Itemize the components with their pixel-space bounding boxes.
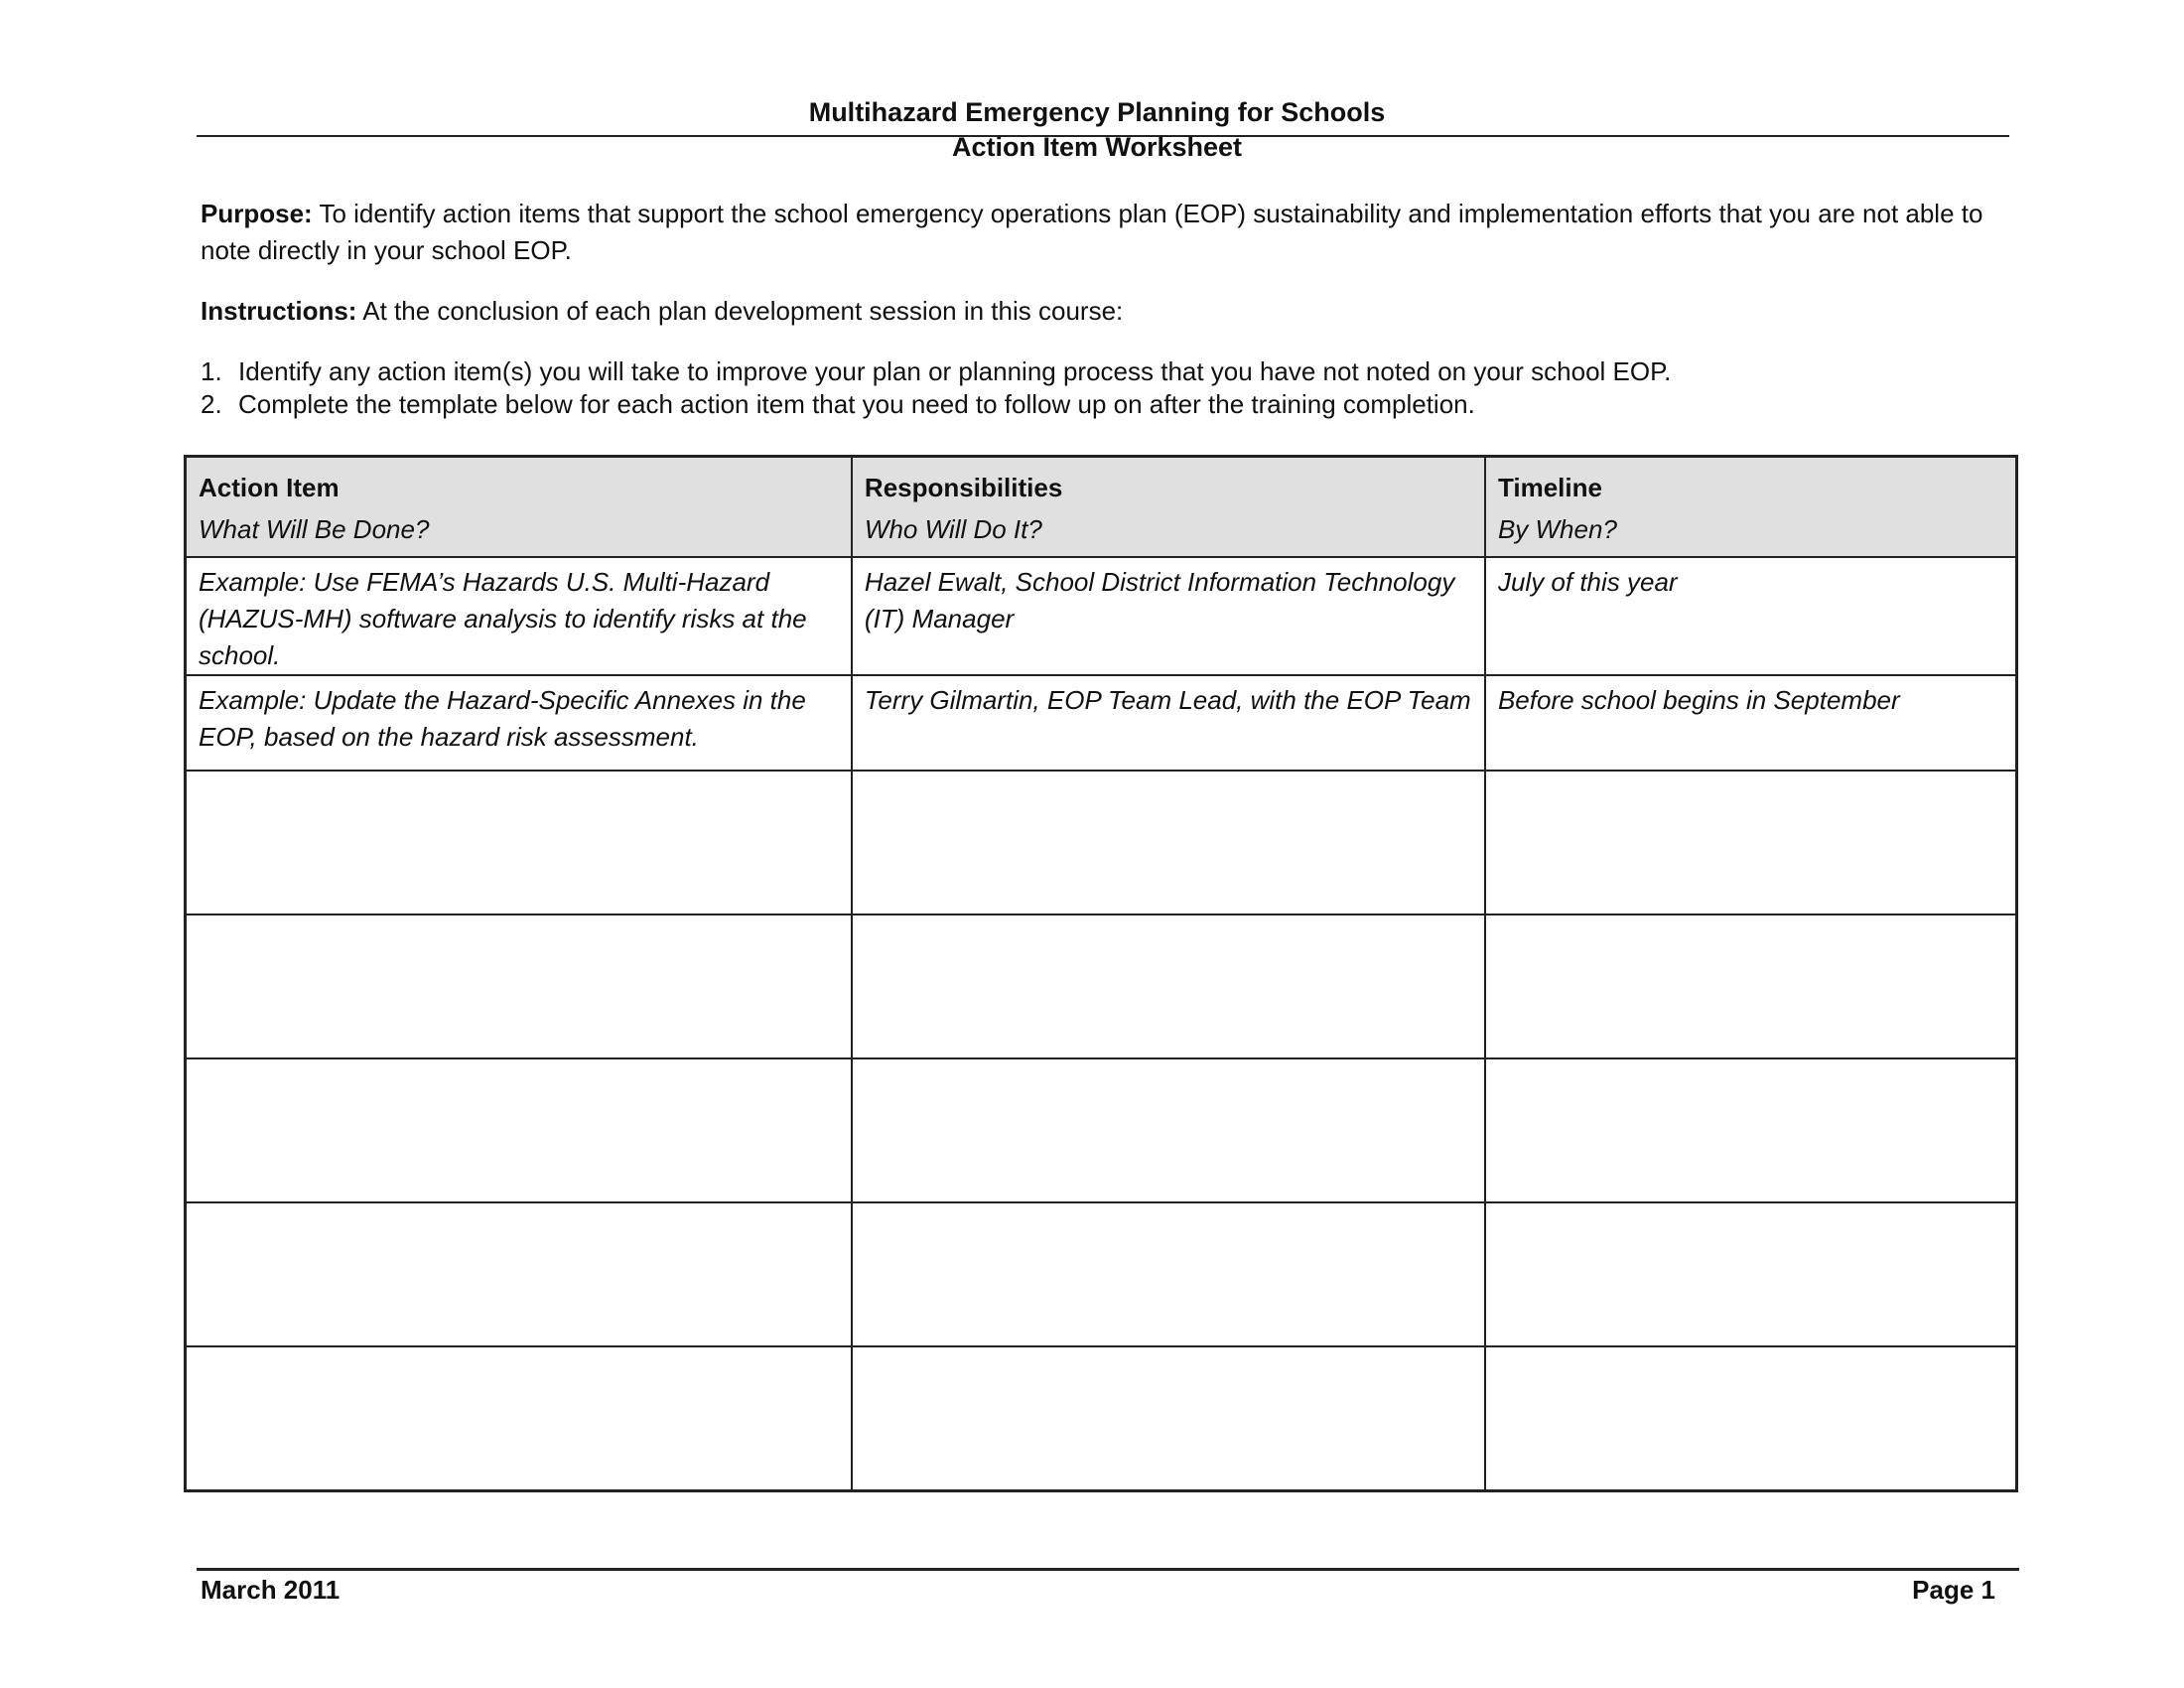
timeline-input-cell[interactable] [1485, 1202, 2017, 1346]
example-responsibility-cell: Terry Gilmartin, EOP Team Lead, with the EOP Team [852, 675, 1485, 771]
action-item-input-cell[interactable] [186, 1058, 852, 1202]
blank-row [186, 914, 2017, 1058]
instruction-step [201, 355, 1671, 388]
example-action-cell: Example: Update the Hazard-Specific Annexes in the EOP, based on the hazard risk assessment. [186, 675, 852, 771]
action-item-input-cell[interactable] [186, 1202, 852, 1346]
step-number: 2. [201, 389, 222, 419]
blank-row [186, 1058, 2017, 1202]
timeline-input-cell[interactable] [1485, 1346, 2017, 1491]
column-subtitle: What Will Be Done? [199, 514, 430, 544]
timeline-input-cell[interactable] [1485, 1058, 2017, 1202]
footer-date: March 2011 [201, 1575, 341, 1605]
instruction-steps [201, 355, 1671, 421]
table-header-row [186, 457, 2017, 557]
timeline-input-cell[interactable] [1485, 914, 2017, 1058]
action-item-input-cell[interactable] [186, 771, 852, 914]
responsibility-input-cell[interactable] [852, 1058, 1485, 1202]
column-header-action-item [186, 457, 852, 557]
column-title: Timeline [1497, 473, 1602, 502]
instructions-paragraph [201, 293, 2007, 330]
responsibility-input-cell[interactable] [852, 771, 1485, 914]
action-item-table [184, 455, 2018, 1492]
instructions-label: Instructions: [201, 296, 357, 326]
document-subtitle: Action Item Worksheet [951, 132, 1243, 162]
instructions-text: At the conclusion of each plan development session in this course: [356, 296, 1124, 326]
blank-row [186, 1346, 2017, 1491]
timeline-input-cell[interactable] [1485, 771, 2017, 914]
responsibility-input-cell[interactable] [852, 1202, 1485, 1346]
step-text: Identify any action item(s) you will take to improve your plan or planning process that you have not noted on your school EOP. [238, 356, 1672, 386]
column-title: Action Item [199, 473, 340, 502]
example-row [186, 675, 2017, 771]
action-item-input-cell[interactable] [186, 914, 852, 1058]
footer-page-number: Page 1 [1912, 1575, 1995, 1605]
responsibility-input-cell[interactable] [852, 914, 1485, 1058]
column-title: Responsibilities [864, 473, 1063, 502]
step-text: Complete the template below for each action item that you need to follow up on after the training completion. [238, 389, 1475, 419]
document-title: Multihazard Emergency Planning for Schools [808, 97, 1386, 127]
example-action-cell: Example: Use FEMA’s Hazards U.S. Multi-Hazard (HAZUS-MH) software analysis to identify risks at the school. [186, 557, 852, 675]
column-subtitle: Who Will Do It? [864, 514, 1042, 544]
blank-row [186, 1202, 2017, 1346]
footer-rule [197, 1568, 2019, 1571]
action-item-input-cell[interactable] [186, 1346, 852, 1491]
purpose-paragraph [201, 196, 2007, 269]
example-timeline-cell: Before school begins in September [1485, 675, 2017, 771]
purpose-label: Purpose: [201, 199, 313, 228]
example-row [186, 557, 2017, 675]
column-subtitle: By When? [1497, 514, 1617, 544]
blank-row [186, 771, 2017, 914]
instruction-step [201, 388, 1671, 421]
column-header-responsibilities [852, 457, 1485, 557]
responsibility-input-cell[interactable] [852, 1346, 1485, 1491]
purpose-text: To identify action items that support the school emergency operations plan (EOP) sustainability and implementation efforts that you are not able to note directly in your school EOP. [201, 199, 1983, 265]
example-responsibility-cell: Hazel Ewalt, School District Information Technology (IT) Manager [852, 557, 1485, 675]
example-timeline-cell: July of this year [1485, 557, 2017, 675]
step-number: 1. [201, 356, 222, 386]
column-header-timeline [1485, 457, 2017, 557]
